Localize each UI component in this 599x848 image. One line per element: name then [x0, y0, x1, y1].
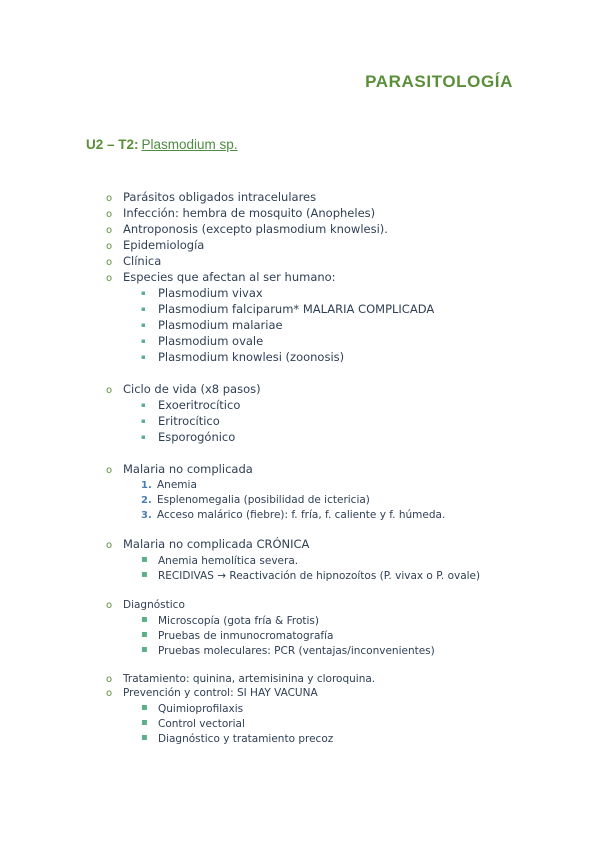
unit-heading: [86, 137, 238, 152]
list-item: o Malaria no complicada: [106, 461, 253, 479]
square-bullet-icon: ▪: [141, 417, 146, 425]
square-bullet-icon: ▪: [141, 401, 146, 409]
square-bullet-icon: ▪: [141, 321, 146, 329]
square-bullet-icon: ▪: [141, 433, 146, 441]
square-bullet-icon: ▪: [141, 702, 148, 713]
list-item: o Tratamiento: quinina, artemisinina y cloroquina.: [106, 671, 375, 688]
list-item: o Parásitos obligados intracelulares: [106, 189, 316, 207]
list-item: o Clínica: [106, 253, 161, 271]
sub-list-item: ▪ Esporogónico: [141, 430, 236, 444]
square-bullet-icon: ▪: [141, 629, 148, 640]
numbered-item: 2. Esplenomegalia (posibilidad de ictericia): [141, 494, 370, 506]
sub-list-item: ▪ Eritrocítico: [141, 414, 220, 428]
list-item: o Ciclo de vida (x8 pasos): [106, 381, 261, 399]
sub-list-item: ▪ Plasmodium vivax: [141, 286, 263, 300]
square-bullet-icon: ▪: [141, 644, 148, 655]
sub-list-item: ▪ Plasmodium malariae: [141, 318, 283, 332]
list-item: o Diagnóstico: [106, 597, 185, 614]
list-item: o Epidemiología: [106, 237, 204, 255]
circle-bullet-icon: o: [106, 465, 113, 476]
sub-list-item: ▪ Diagnóstico y tratamiento precoz: [141, 732, 334, 745]
page-title: PARASITOLOGÍA: [365, 72, 513, 91]
sub-list-item: ▪ RECIDIVAS → Reactivación de hipnozoítos (P. vivax o P. ovale): [141, 569, 481, 582]
sub-list-item: ▪ Anemia hemolítica severa.: [141, 554, 299, 567]
square-bullet-icon: ▪: [141, 732, 148, 743]
sub-list-item: ▪ Exoeritrocítico: [141, 398, 241, 412]
unit-code: U2 – T2:: [86, 137, 139, 152]
square-bullet-icon: ▪: [141, 569, 148, 580]
list-item: o Prevención y control: SI HAY VACUNA: [106, 685, 318, 702]
sub-list-item: ▪ Microscopía (gota fría & Frotis): [141, 614, 319, 627]
square-bullet-icon: ▪: [141, 305, 146, 313]
circle-bullet-icon: o: [106, 273, 113, 284]
square-bullet-icon: ▪: [141, 337, 146, 345]
numbered-item: 1. Anemia: [141, 479, 197, 491]
sub-list-item: ▪ Plasmodium knowlesi (zoonosis): [141, 350, 345, 364]
circle-bullet-icon: o: [106, 209, 113, 220]
circle-bullet-icon: o: [106, 225, 113, 236]
list-item: o Infección: hembra de mosquito (Anopheles): [106, 205, 375, 223]
numbered-item: 3. Acceso malárico (fiebre): f. fría, f. caliente y f. húmeda.: [141, 509, 446, 521]
sub-list-item: ▪ Control vectorial: [141, 717, 245, 730]
circle-bullet-icon: o: [106, 385, 113, 396]
square-bullet-icon: ▪: [141, 614, 148, 625]
circle-bullet-icon: o: [106, 241, 113, 252]
sub-list-item: ▪ Quimioprofilaxis: [141, 702, 244, 715]
circle-bullet-icon: o: [106, 688, 113, 699]
square-bullet-icon: ▪: [141, 353, 146, 361]
list-item: o Malaria no complicada CRÓNICA: [106, 536, 309, 554]
circle-bullet-icon: o: [106, 193, 113, 204]
circle-bullet-icon: o: [106, 674, 113, 685]
list-item: o Antroponosis (excepto plasmodium knowlesi).: [106, 221, 388, 239]
circle-bullet-icon: o: [106, 540, 113, 551]
sub-list-item: ▪ Pruebas moleculares: PCR (ventajas/inconvenientes): [141, 644, 435, 657]
circle-bullet-icon: o: [106, 257, 113, 268]
unit-topic: Plasmodium sp.: [141, 137, 238, 152]
sub-list-item: ▪ Pruebas de inmunocromatografía: [141, 629, 334, 642]
sub-list-item: ▪ Plasmodium ovale: [141, 334, 264, 348]
square-bullet-icon: ▪: [141, 554, 148, 565]
square-bullet-icon: ▪: [141, 289, 146, 297]
square-bullet-icon: ▪: [141, 717, 148, 728]
list-item: o Especies que afectan al ser humano:: [106, 269, 336, 287]
circle-bullet-icon: o: [106, 600, 113, 611]
sub-list-item: ▪ Plasmodium falciparum* MALARIA COMPLICADA: [141, 302, 435, 316]
